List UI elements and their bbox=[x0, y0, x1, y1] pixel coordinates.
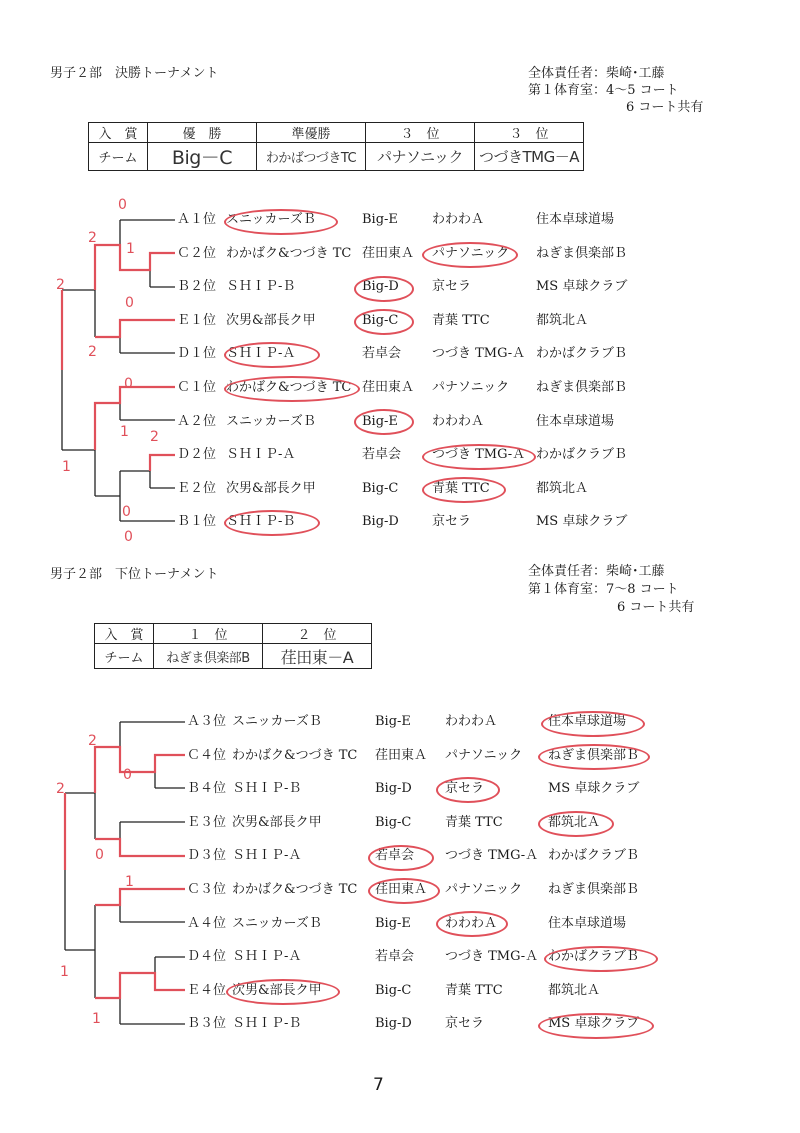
bracket-c1: Big-C bbox=[375, 814, 412, 830]
lower-staff-3: 6 コート共有 bbox=[617, 600, 695, 615]
bracket-seed: Ｅ４位 bbox=[187, 982, 227, 998]
score-mark: 1 bbox=[60, 964, 69, 980]
bracket-c1: Big-C bbox=[375, 982, 412, 998]
bracket-c1: Big-C bbox=[362, 480, 399, 496]
bracket-team: ＳＨＩＰ-Ｂ bbox=[232, 781, 302, 797]
bracket-team: ＳＨＩＰ-Ａ bbox=[232, 949, 302, 965]
bracket-seed: Ｄ３位 bbox=[187, 848, 227, 864]
score-mark: 0 bbox=[124, 529, 133, 545]
bracket-c1: Big-E bbox=[362, 212, 398, 227]
bracket-c3: MS 卓球クラブ bbox=[536, 279, 628, 295]
bracket-c1: Big-D bbox=[362, 279, 399, 295]
bracket-c2: パナソニック bbox=[432, 380, 510, 395]
bracket-c1: Big-E bbox=[362, 413, 398, 429]
bracket-seed: Ａ４位 bbox=[187, 915, 227, 931]
bracket-team: ＳＨＩＰ-Ａ bbox=[232, 848, 302, 864]
bracket-c3: 都筑北Ａ bbox=[536, 480, 589, 496]
circle-mark bbox=[226, 979, 340, 1005]
bracket-c3: 住本卓球道場 bbox=[536, 212, 615, 227]
bracket-c1: 荏田東Ａ bbox=[362, 245, 415, 261]
bracket-c2: パナソニック bbox=[445, 882, 523, 897]
circle-mark bbox=[538, 811, 614, 837]
bracket-team: スニッカーズＢ bbox=[232, 714, 322, 729]
score-mark: 1 bbox=[125, 874, 134, 890]
bracket-c2: わわわＡ bbox=[445, 915, 498, 931]
bracket-team: ＳＨＩＰ-Ｂ bbox=[226, 514, 296, 530]
circle-mark bbox=[354, 409, 414, 435]
award-header: ３ 位 bbox=[366, 123, 475, 143]
circle-mark bbox=[224, 510, 320, 536]
bracket-c2: 青葉 TTC bbox=[445, 982, 503, 998]
bracket-c3: 都筑北Ａ bbox=[536, 312, 589, 328]
bracket-c3: わかばクラブＢ bbox=[536, 447, 628, 463]
lower-staff-1: 全体責任者：柴崎･工藤 bbox=[528, 564, 665, 579]
bracket-c3: わかばクラブＢ bbox=[536, 346, 628, 362]
bracket-c2: 京セラ bbox=[432, 514, 472, 530]
score-mark: 2 bbox=[56, 781, 65, 797]
bracket-c2: 青葉 TTC bbox=[445, 814, 503, 830]
score-mark: 0 bbox=[118, 197, 127, 213]
upper-title: 男子２部 決勝トーナメント bbox=[50, 66, 219, 81]
bracket-c3: 都筑北Ａ bbox=[548, 814, 601, 830]
bracket-team: 次男&部長ク甲 bbox=[232, 982, 322, 998]
score-mark: 2 bbox=[88, 733, 97, 749]
upper-staff-3: 6 コート共有 bbox=[626, 100, 704, 115]
award-second: 荏田東－A bbox=[263, 644, 372, 669]
circle-mark bbox=[538, 1013, 654, 1039]
score-mark: 0 bbox=[122, 504, 131, 520]
bracket-team: わかばク&つづき TC bbox=[232, 747, 358, 763]
bracket-c1: 若卓会 bbox=[362, 346, 402, 362]
bracket-c2: パナソニック bbox=[445, 747, 523, 763]
upper-staff-2: 第１体育室：4〜5 コート bbox=[528, 83, 679, 98]
bracket-team: 次男&部長ク甲 bbox=[226, 480, 316, 496]
circle-mark bbox=[368, 845, 434, 871]
bracket-c2: 青葉 TTC bbox=[432, 480, 490, 496]
bracket-c1: Big-E bbox=[375, 714, 411, 729]
bracket-seed: Ｄ４位 bbox=[187, 949, 227, 965]
bracket-c2: わわわＡ bbox=[445, 714, 498, 729]
bracket-seed: Ｂ２位 bbox=[177, 279, 217, 295]
bracket-seed: Ａ２位 bbox=[177, 413, 217, 429]
score-mark: 2 bbox=[88, 344, 97, 360]
bracket-team: スニッカーズＢ bbox=[232, 915, 322, 931]
bracket-seed: Ｃ２位 bbox=[177, 245, 217, 261]
score-mark: 0 bbox=[123, 767, 132, 783]
lower-title: 男子２部 下位トーナメント bbox=[50, 567, 219, 582]
bracket-c2: 京セラ bbox=[432, 279, 472, 295]
page-number: 7 bbox=[373, 1075, 384, 1095]
bracket-c3: ねぎま倶楽部Ｂ bbox=[536, 380, 628, 395]
bracket-c2: 青葉 TTC bbox=[432, 312, 490, 328]
bracket-seed: Ｂ４位 bbox=[187, 781, 227, 797]
bracket-c2: つづき TMG-Ａ bbox=[432, 447, 526, 463]
bracket-c3: わかばクラブＢ bbox=[548, 848, 640, 864]
bracket-c1: 若卓会 bbox=[375, 848, 415, 864]
score-mark: 2 bbox=[150, 429, 159, 445]
award-runner-up: わかばつづきTC bbox=[257, 143, 366, 171]
circle-mark bbox=[422, 444, 536, 470]
bracket-team: ＳＨＩＰ-Ｂ bbox=[226, 279, 296, 295]
bracket-c3: ねぎま倶楽部Ｂ bbox=[548, 747, 640, 763]
circle-mark bbox=[544, 946, 658, 972]
award-header: ２ 位 bbox=[263, 624, 372, 644]
bracket-c2: パナソニック bbox=[432, 245, 510, 261]
circle-mark bbox=[541, 711, 645, 737]
bracket-c3: 住本卓球道場 bbox=[536, 413, 615, 429]
bracket-c2: 京セラ bbox=[445, 1016, 485, 1032]
bracket-c2: わわわＡ bbox=[432, 413, 485, 429]
bracket-c3: MS 卓球クラブ bbox=[536, 514, 628, 530]
score-mark: 1 bbox=[126, 241, 135, 257]
circle-mark bbox=[436, 911, 508, 937]
bracket-team: スニッカーズＢ bbox=[226, 413, 316, 429]
lower-staff-2: 第１体育室：7〜8 コート bbox=[528, 582, 679, 597]
bracket-c3: MS 卓球クラブ bbox=[548, 781, 640, 797]
bracket-c2: わわわＡ bbox=[432, 212, 485, 227]
bracket-seed: Ｃ１位 bbox=[177, 380, 217, 395]
award-champion: Big－C bbox=[148, 143, 257, 171]
bracket-c1: Big-D bbox=[362, 514, 399, 530]
bracket-team: わかばク&つづき TC bbox=[232, 882, 358, 897]
circle-mark bbox=[354, 309, 414, 335]
bracket-c1: 荏田東Ａ bbox=[362, 380, 415, 395]
bracket-c3: 都筑北Ａ bbox=[548, 982, 601, 998]
award-header: 入 賞 bbox=[95, 624, 154, 644]
score-mark: 2 bbox=[88, 230, 97, 246]
score-mark: 0 bbox=[95, 847, 104, 863]
bracket-seed: Ａ１位 bbox=[177, 212, 217, 227]
score-mark: 1 bbox=[62, 459, 71, 475]
upper-staff-1: 全体責任者：柴崎･工藤 bbox=[528, 66, 665, 81]
bracket-team: ＳＨＩＰ-Ａ bbox=[226, 346, 296, 362]
circle-mark bbox=[422, 242, 518, 268]
bracket-team: スニッカーズＢ bbox=[226, 212, 316, 227]
bracket-c2: 京セラ bbox=[445, 781, 485, 797]
bracket-c3: わかばクラブＢ bbox=[548, 949, 640, 965]
bracket-seed: Ｅ３位 bbox=[187, 814, 227, 830]
bracket-c1: 若卓会 bbox=[362, 447, 402, 463]
bracket-c3: 住本卓球道場 bbox=[548, 714, 627, 729]
score-mark: 1 bbox=[120, 424, 129, 440]
circle-mark bbox=[368, 878, 440, 904]
circle-mark bbox=[422, 477, 506, 503]
bracket-seed: Ｂ１位 bbox=[177, 514, 217, 530]
bracket-c3: ねぎま倶楽部Ｂ bbox=[548, 882, 640, 897]
circle-mark bbox=[224, 209, 338, 235]
bracket-seed: Ａ３位 bbox=[187, 714, 227, 729]
bracket-c1: Big-E bbox=[375, 915, 411, 931]
bracket-c2: つづき TMG-Ａ bbox=[445, 949, 539, 965]
award-header: ３ 位 bbox=[475, 123, 584, 143]
award-third-1: パナソニック bbox=[366, 143, 475, 171]
circle-mark bbox=[538, 744, 650, 770]
bracket-team: ＳＨＩＰ-Ｂ bbox=[232, 1016, 302, 1032]
bracket-seed: Ｅ２位 bbox=[177, 480, 217, 496]
bracket-c2: つづき TMG-Ａ bbox=[445, 848, 539, 864]
circle-mark bbox=[436, 777, 500, 803]
circle-mark bbox=[224, 376, 360, 402]
score-mark: 2 bbox=[56, 277, 65, 293]
bracket-seed: Ｄ１位 bbox=[177, 346, 217, 362]
bracket-seed: Ｃ４位 bbox=[187, 747, 227, 763]
bracket-seed: Ｂ３位 bbox=[187, 1016, 227, 1032]
bracket-team: 次男&部長ク甲 bbox=[232, 814, 322, 830]
bracket-seed: Ｃ３位 bbox=[187, 882, 227, 897]
score-mark: 1 bbox=[92, 1011, 101, 1027]
score-mark: 0 bbox=[124, 376, 133, 392]
bracket-c1: 荏田東Ａ bbox=[375, 882, 428, 897]
award-header: 優 勝 bbox=[148, 123, 257, 143]
award-header: 準優勝 bbox=[257, 123, 366, 143]
bracket-team: ＳＨＩＰ-Ａ bbox=[226, 447, 296, 463]
bracket-team: わかばク&つづき TC bbox=[226, 380, 352, 395]
award-third-2: つづきTMG－A bbox=[475, 143, 584, 171]
award-header: １ 位 bbox=[154, 624, 263, 644]
bracket-seed: Ｅ１位 bbox=[177, 312, 217, 328]
bracket-team: わかばク&つづき TC bbox=[226, 245, 352, 261]
bracket-c3: MS 卓球クラブ bbox=[548, 1016, 640, 1032]
bracket-c3: ねぎま倶楽部Ｂ bbox=[536, 245, 628, 261]
award-row-label: チーム bbox=[89, 143, 148, 171]
bracket-seed: Ｄ２位 bbox=[177, 447, 217, 463]
score-mark: 0 bbox=[125, 295, 134, 311]
bracket-c2: つづき TMG-Ａ bbox=[432, 346, 526, 362]
bracket-c1: Big-C bbox=[362, 312, 399, 328]
award-header: 入 賞 bbox=[89, 123, 148, 143]
award-row-label: チーム bbox=[95, 644, 154, 669]
bracket-c1: Big-D bbox=[375, 781, 412, 797]
bracket-c3: 住本卓球道場 bbox=[548, 915, 627, 931]
award-first: ねぎま倶楽部B bbox=[154, 644, 263, 669]
bracket-c1: 荏田東Ａ bbox=[375, 747, 428, 763]
bracket-team: 次男&部長ク甲 bbox=[226, 312, 316, 328]
circle-mark bbox=[354, 276, 414, 302]
bracket-c1: 若卓会 bbox=[375, 949, 415, 965]
circle-mark bbox=[224, 342, 320, 368]
bracket-c1: Big-D bbox=[375, 1016, 412, 1032]
